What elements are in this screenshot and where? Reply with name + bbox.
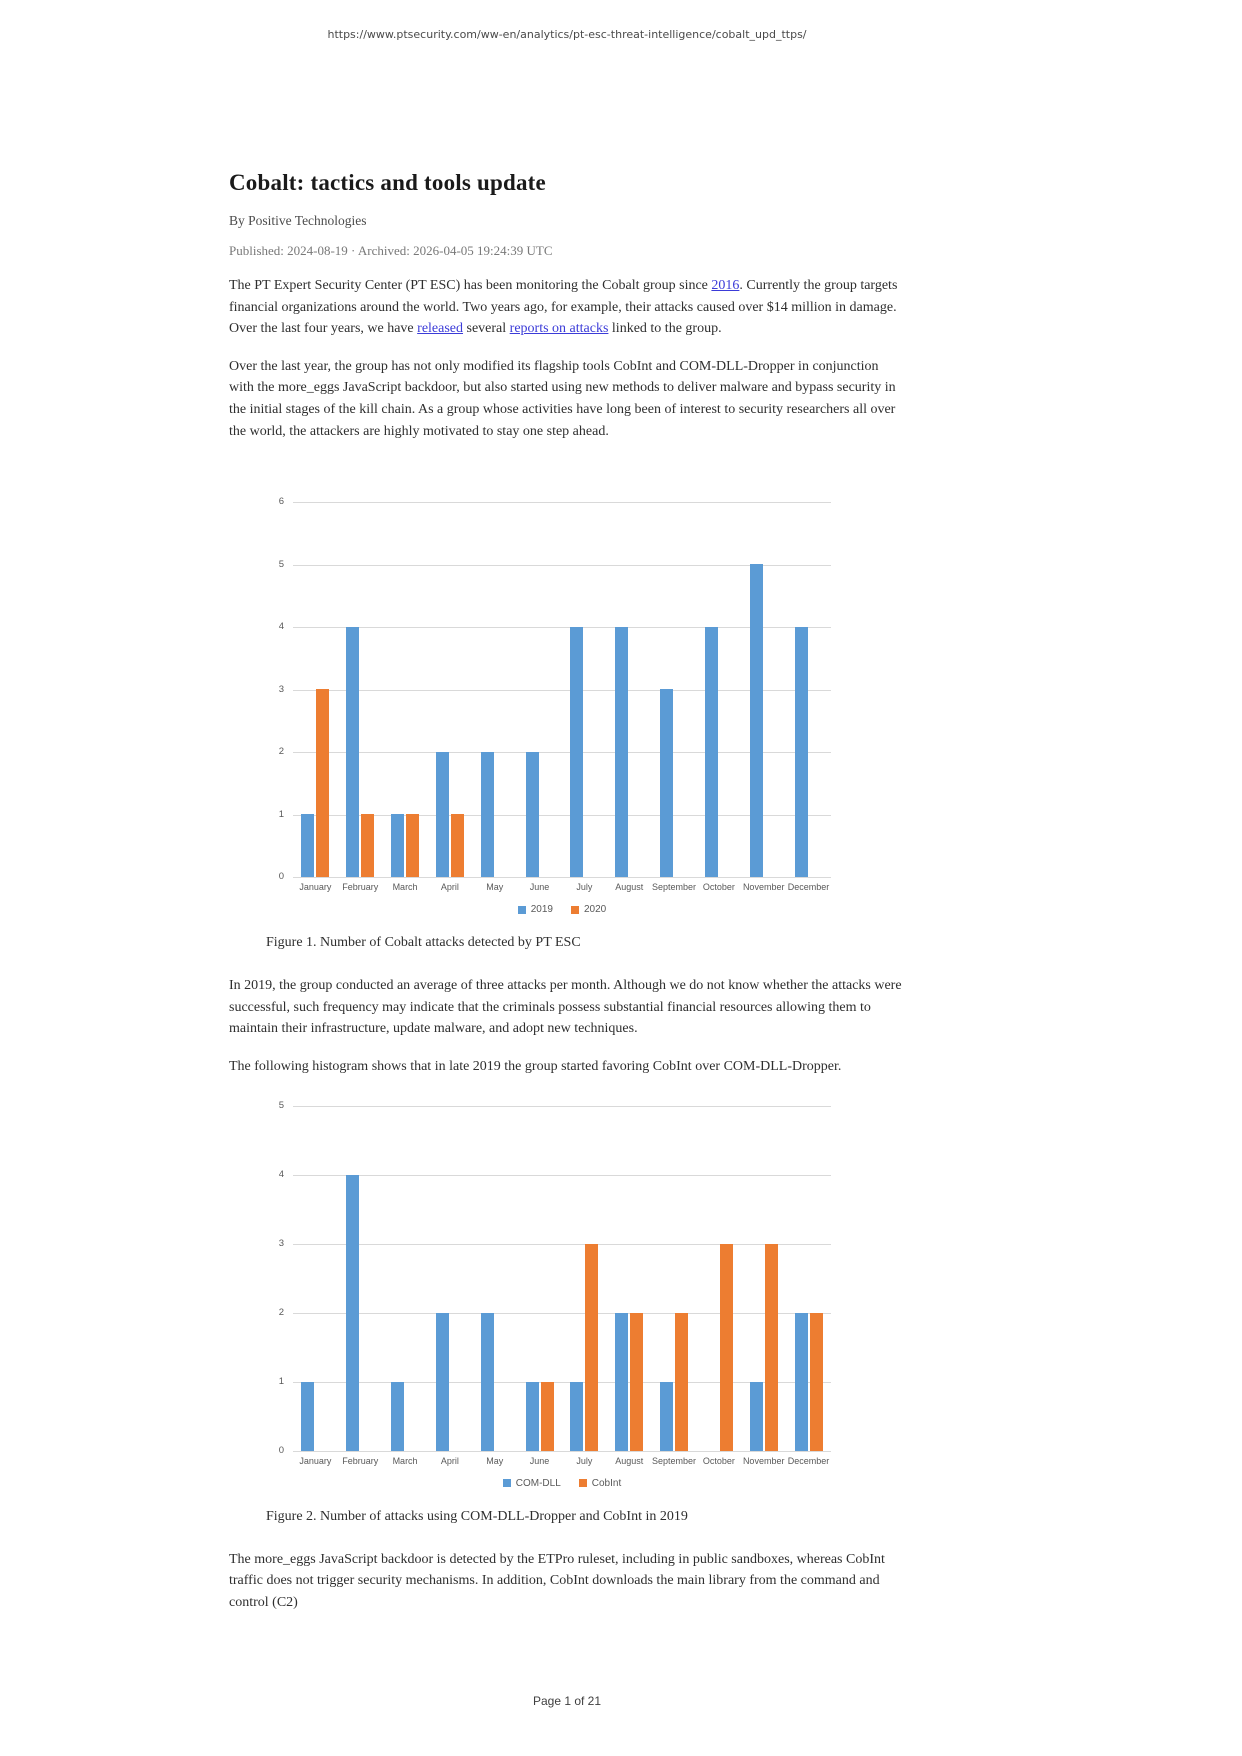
x-axis-tick-label: December: [787, 882, 830, 893]
legend-swatch: [579, 1479, 587, 1487]
bar: [660, 1382, 673, 1451]
bar-group: [293, 502, 338, 877]
bar-group: [472, 502, 517, 877]
bar-group: [517, 502, 562, 877]
x-axis-line: [293, 1451, 831, 1452]
bar: [615, 627, 628, 877]
x-axis-tick-label: January: [299, 1455, 332, 1466]
legend-swatch: [571, 906, 579, 914]
x-axis-tick-label: September: [652, 882, 697, 893]
bar: [406, 814, 419, 877]
y-axis: [269, 1099, 293, 1456]
legend-swatch: [518, 906, 526, 914]
x-axis-tick-label: August: [615, 1455, 644, 1466]
page-number: Page 1 of 21: [532, 1694, 602, 1708]
bar-group: [696, 1106, 741, 1451]
bar: [346, 1175, 359, 1451]
figure1-caption: Figure 1. Number of Cobalt attacks detected by PT ESC: [266, 935, 581, 951]
chart-legend: [293, 1478, 831, 1489]
bar-group: [427, 502, 472, 877]
y-axis-tick-label: 1: [278, 808, 284, 820]
bar-group: [383, 502, 428, 877]
bar: [346, 627, 359, 877]
bar: [451, 814, 464, 877]
x-axis-tick-label: July: [576, 882, 593, 893]
bar-group: [741, 502, 786, 877]
bar-group: [607, 502, 652, 877]
bar: [301, 1382, 314, 1451]
bar: [705, 627, 718, 877]
x-axis-tick-label: July: [576, 1455, 593, 1466]
chart-legend: [293, 904, 831, 915]
bar-group: [652, 1106, 697, 1451]
legend-label: COM-DLL: [515, 1477, 561, 1489]
y-axis-tick-label: 0: [278, 1444, 284, 1456]
bar-group: [427, 1106, 472, 1451]
x-axis-tick-label: June: [529, 882, 550, 893]
bar-group: [472, 1106, 517, 1451]
bar-groups: [293, 502, 831, 877]
print-header-url: https://www.ptsecurity.com/ww-en/analytics/pt-esc-threat-intelligence/cobalt_upd_ttps/: [327, 28, 807, 41]
bar-group: [741, 1106, 786, 1451]
paragraph-text: The PT Expert Security Center (PT ESC) has been monitoring the Cobalt group since: [229, 278, 712, 293]
y-axis-tick-label: 6: [278, 496, 284, 508]
bar-group: [696, 502, 741, 877]
x-axis-tick-label: June: [529, 1455, 550, 1466]
legend-item: [579, 1478, 621, 1489]
legend-swatch: [503, 1479, 511, 1487]
bar: [391, 1382, 404, 1451]
x-axis-tick-label: February: [342, 882, 379, 893]
paragraph-tools-update: Over the last year, the group has not only modified its flagship tools CobInt and COM-DLL-Dropper in conjunction with the more_eggs JavaScript backdoor, but also started using new methods to deliver malware and bypass security in the initial stages of the kill chain. As a group whose activities have long been of interest to security researchers all over the world, the attackers are highly motivated to stay one step ahead.: [229, 358, 896, 439]
x-axis-labels: [293, 882, 831, 892]
legend-item: [571, 904, 606, 915]
link-reports-on-attacks[interactable]: reports on attacks: [509, 321, 609, 337]
x-axis-tick-label: October: [702, 882, 735, 893]
y-axis-tick-label: 5: [278, 1099, 284, 1111]
bar: [720, 1244, 733, 1451]
y-axis-tick-label: 1: [278, 1375, 284, 1387]
x-axis-tick-label: January: [299, 882, 332, 893]
legend-item: [518, 904, 553, 915]
x-axis-line: [293, 877, 831, 878]
y-axis-tick-label: 2: [278, 1306, 284, 1318]
legend-label: CobInt: [591, 1477, 622, 1489]
paragraph-text: . Currently the group targets financial organizations around the world. Two years ago, for example, their attacks caused over $14 million in damage. Over the last four years, we have: [229, 278, 898, 337]
byline: By Positive Technologies: [229, 213, 367, 228]
bar: [675, 1313, 688, 1451]
x-axis-tick-label: November: [742, 882, 785, 893]
bar: [436, 1313, 449, 1451]
bar: [541, 1382, 554, 1451]
bar: [750, 564, 763, 877]
y-axis-tick-label: 0: [278, 871, 284, 883]
link-released[interactable]: released: [417, 321, 464, 337]
paragraph-detection: The more_eggs JavaScript backdoor is detected by the ETPro ruleset, including in public sandboxes, whereas CobInt traffic does not trigger security mechanisms. In addition, CobInt downloads the main library from the command and control (C2): [229, 1551, 885, 1610]
article-title: Cobalt: tactics and tools update: [229, 170, 546, 195]
bar-group: [383, 1106, 428, 1451]
chart-body: [269, 1099, 905, 1456]
bar: [570, 1382, 583, 1451]
bar: [436, 752, 449, 877]
bar: [391, 814, 404, 877]
x-axis-tick-label: April: [440, 1455, 459, 1466]
x-axis-tick-label: December: [787, 1455, 830, 1466]
x-axis-tick-label: August: [615, 882, 644, 893]
bar-group: [562, 1106, 607, 1451]
paragraph-text: linked to the group.: [608, 321, 722, 337]
x-axis-tick-label: November: [742, 1455, 785, 1466]
figure1-chart: [269, 496, 905, 916]
figure2-chart: [269, 1099, 905, 1489]
bar: [660, 689, 673, 877]
x-axis-tick-label: April: [440, 882, 459, 893]
x-axis-tick-label: September: [652, 1455, 697, 1466]
legend-label: 2019: [530, 904, 553, 916]
bar: [750, 1382, 763, 1451]
bar-group: [517, 1106, 562, 1451]
figure2-caption: Figure 2. Number of attacks using COM-DLL-Dropper and CobInt in 2019: [266, 1508, 688, 1524]
bar: [361, 814, 374, 877]
x-axis-labels: [293, 1456, 831, 1466]
y-axis: [269, 496, 293, 883]
bar-groups: [293, 1106, 831, 1451]
y-axis-tick-label: 3: [278, 1237, 284, 1249]
bar: [765, 1244, 778, 1451]
paragraph-intro: [229, 275, 905, 340]
y-axis-tick-label: 4: [278, 621, 284, 633]
x-axis-tick-label: October: [702, 1455, 735, 1466]
y-axis-tick-label: 2: [278, 746, 284, 758]
x-axis-tick-label: March: [392, 1455, 418, 1466]
x-axis-tick-label: February: [342, 1455, 379, 1466]
x-axis-tick-label: March: [392, 882, 418, 893]
bar-group: [607, 1106, 652, 1451]
bar: [615, 1313, 628, 1451]
article-content: [229, 0, 905, 1613]
paragraph-text: several: [463, 321, 510, 337]
bar: [481, 1313, 494, 1451]
bar: [810, 1313, 823, 1451]
published-meta: Published: 2024-08-19 · Archived: 2026-04-05 19:24:39 UTC: [229, 243, 553, 258]
bar-group: [652, 502, 697, 877]
bar-group: [786, 502, 831, 877]
bar: [570, 627, 583, 877]
bar-group: [786, 1106, 831, 1451]
x-axis-tick-label: May: [486, 882, 504, 893]
bar-group: [293, 1106, 338, 1451]
x-axis-tick-label: May: [486, 1455, 504, 1466]
y-axis-tick-label: 5: [278, 558, 284, 570]
y-axis-tick-label: 4: [278, 1168, 284, 1180]
bar: [526, 752, 539, 877]
legend-label: 2020: [584, 904, 607, 916]
bar-group: [338, 502, 383, 877]
bar: [316, 689, 329, 877]
legend-item: [503, 1478, 561, 1489]
bar-group: [562, 502, 607, 877]
bar: [585, 1244, 598, 1451]
paragraph-histogram-intro: The following histogram shows that in late 2019 the group started favoring CobInt over COM-DLL-Dropper.: [229, 1058, 842, 1074]
link-2016[interactable]: 2016: [711, 278, 740, 293]
bar: [481, 752, 494, 877]
plot-area: [293, 1106, 831, 1451]
bar: [630, 1313, 643, 1451]
plot-area: [293, 502, 831, 877]
bar: [526, 1382, 539, 1451]
bar: [795, 1313, 808, 1451]
paragraph-attack-frequency: In 2019, the group conducted an average of three attacks per month. Although we do not know whether the attacks were successful, such frequency may indicate that the criminals possess substantial financial resources allowing them to maintain their infrastructure, update malware, and adopt new techniques.: [229, 978, 902, 1037]
chart-body: [269, 496, 905, 883]
bar-group: [338, 1106, 383, 1451]
bar: [301, 814, 314, 877]
y-axis-tick-label: 3: [278, 683, 284, 695]
bar: [795, 627, 808, 877]
